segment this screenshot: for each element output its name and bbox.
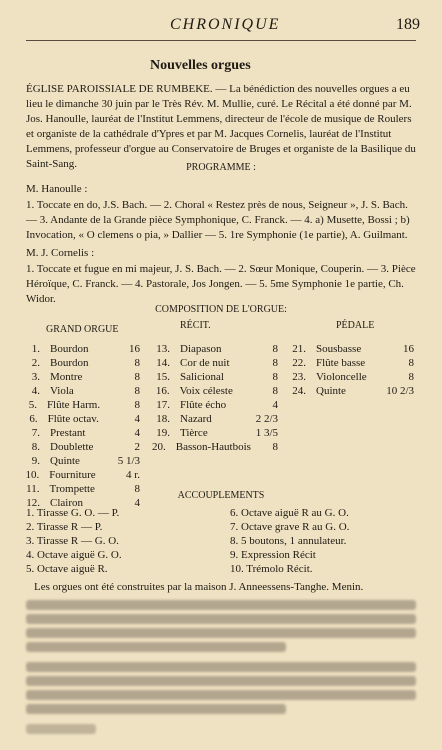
stop-row: 22. Flûte basse 8 (292, 357, 414, 369)
stop-row: 4. Viola 8 (31, 385, 140, 397)
accouplement-item: 2. Tirasse R — P. (26, 521, 103, 533)
accouplement-item: 9. Expression Récit (230, 549, 316, 561)
stop-row: 20. Basson-Hautbois 8 (152, 441, 278, 453)
stop-row: 10. Fourniture 4 r. (25, 469, 140, 481)
grand-orgue-title: GRAND ORGUE (46, 324, 119, 335)
stop-row: 23. Violoncelle 8 (292, 371, 414, 383)
stop-row: 6. Flûte octav. 4 (29, 413, 140, 425)
grand-orgue-list (22, 342, 140, 510)
cornelis-programme: 1. Toccate et fugue en mi majeur, J. S. Bach. — 2. Sœur Monique, Couperin. — 3. Pièce Héroïque, C. Franck. — 4. Pastorale, Jos Jongen. — 5. 5me Symphonie 1e partie, Ch. Widor. (26, 263, 416, 305)
page-number: 189 (396, 16, 420, 33)
accouplement-item: 3. Tirasse R — G. O. (26, 535, 119, 547)
accouplements-right (230, 506, 420, 576)
stop-row: 7. Prestant 4 (31, 427, 140, 439)
blurred-text-line (26, 628, 416, 638)
page-header-title: CHRONIQUE (170, 16, 281, 33)
hanoulle-programme: 1. Toccate en do, J.S. Bach. — 2. Choral « Restez près de nous, Seigneur », J. S. Bach. — 3. Andante de la Grande pièce Symphonique, C. Franck. — 4. a) Musette, Bossi ; b) Invocation, « O clemens o pia, » Dallier — 5. 1re Symphonie (1e partie), A. Guilmant. (26, 199, 410, 241)
header-rule (26, 40, 416, 41)
stop-row: 17. Flûte écho 4 (156, 399, 278, 411)
accouplement-item: 5. Octave aiguë R. (26, 563, 108, 575)
stop-row: 11. Trompette 8 (26, 483, 140, 495)
composition-title: COMPOSITION DE L'ORGUE: (155, 304, 287, 315)
accouplement-item: 8. 5 boutons, 1 annulateur. (230, 535, 347, 547)
accouplement-item: 1. Tirasse G. O. — P. (26, 507, 120, 519)
section-title: Nouvelles orgues (150, 58, 251, 73)
blurred-text-line (26, 600, 416, 610)
closing-line: Les orgues ont été construites par la maison J. Anneessens-Tanghe. Menin. (34, 581, 364, 593)
stop-row: 24. Quinte 10 2/3 (292, 385, 414, 397)
recit-list (152, 342, 278, 454)
stop-row: 15. Salicional 8 (156, 371, 278, 383)
pedale-title: PÉDALE (336, 320, 375, 331)
stop-row: 18. Nazard 2 2/3 (156, 413, 278, 425)
programme-title: PROGRAMME : (186, 162, 256, 173)
stop-row: 3. Montre 8 (31, 371, 140, 383)
stop-row: 8. Doublette 2 (31, 441, 140, 453)
stop-row: 12. Clairon 4 (26, 497, 140, 509)
hanoulle-name: M. Hanoulle : (26, 183, 88, 195)
blurred-text-line (26, 676, 416, 686)
stop-row: 16. Voix céleste 8 (155, 385, 278, 397)
accouplements-left (26, 506, 206, 576)
stop-row: 13. Diapason 8 (156, 343, 278, 355)
stop-row: 1. Bourdon 16 (31, 343, 140, 355)
blurred-text-line (26, 704, 286, 714)
accouplement-item: 7. Octave grave R au G. O. (230, 521, 350, 533)
cornelis-name: M. J. Cornelis : (26, 247, 95, 259)
blurred-text-line (26, 614, 416, 624)
stop-row: 19. Tièrce 1 3/5 (156, 427, 278, 439)
blurred-text-line (26, 690, 416, 700)
stop-row: 5. Flûte Harm. 8 (28, 399, 140, 411)
stop-row: 21. Sousbasse 16 (292, 343, 414, 355)
stop-row: 2. Bourdon 8 (31, 357, 140, 369)
accouplement-item: 6. Octave aiguë R au G. O. (230, 507, 349, 519)
paragraph-rumbeke: ÉGLISE PAROISSIALE DE RUMBEKE. — La bénédiction des nouvelles orgues a eu lieu le dimanche 30 juin par le Très Rév. M. Mullie, curé. Le Récital a été donné par M. Jos. Hanoulle, lauréat de l'Institut Lemmens, directeur de l'école de musique de Roulers et organiste de la cathédrale d'Ypres et par M. Jacques Cornelis, lauréat de l'Institut Lemmens, professeur d'orgue au Conservatoire de Bruges et organiste de la Basilique du Saint-Sang. (26, 83, 416, 170)
pedale-list (288, 342, 414, 398)
recit-title: RÉCIT. (180, 320, 211, 331)
accouplements-title: ACCOUPLEMENTS (177, 490, 265, 501)
blurred-text-line (26, 642, 286, 652)
accouplement-item: 4. Octave aiguë G. O. (26, 549, 122, 561)
blurred-footer (26, 724, 96, 734)
stop-row: 9. Quinte 5 1/3 (31, 455, 140, 467)
accouplement-item: 10. Trémolo Récit. (230, 563, 313, 575)
stop-row: 14. Cor de nuit 8 (156, 357, 278, 369)
blurred-text-line (26, 662, 416, 672)
